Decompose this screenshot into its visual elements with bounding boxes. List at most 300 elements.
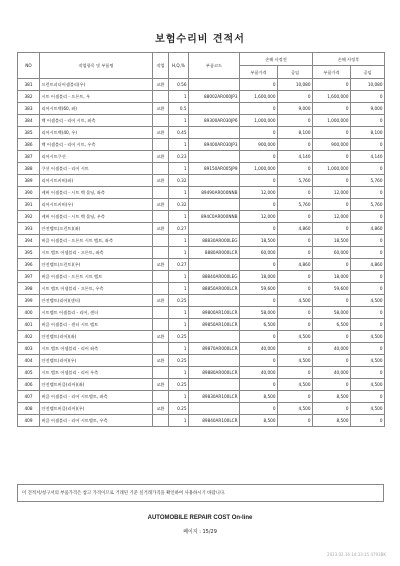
table-row [18,403,385,415]
row-labor-before: 4,500 [278,355,313,367]
row-labor-before: 0 [278,139,313,151]
row-item-name: 안전벨트버클(리어)(우) [40,403,153,415]
row-parts-price-after: 0 [313,199,351,211]
row-part-code [189,103,240,115]
row-no: 384 [18,115,40,127]
row-item-name: 케버 어셈블리 - 시트 백 몰딩, 좌측 [40,187,153,199]
header-hours: H,Q,% [169,53,189,79]
row-parts-price-before: 0 [240,379,278,391]
row-labor-before: 0 [278,319,313,331]
table-row [18,127,385,139]
row-parts-price-after: 60,000 [313,247,351,259]
row-labor-after: 0 [351,283,385,295]
table-row [18,115,385,127]
row-hours: 1 [169,115,189,127]
row-parts-price-after: 1,600,000 [313,91,351,103]
row-labor-after: 8,100 [351,127,385,139]
row-parts-price-before: 40,000 [240,343,278,355]
row-parts-price-after: 0 [313,295,351,307]
row-work [153,391,169,403]
row-parts-price-after: 0 [313,355,351,367]
row-hours: 1 [169,307,189,319]
row-parts-price-before: 0 [240,103,278,115]
row-labor-after: 0 [351,235,385,247]
row-parts-price-after: 0 [313,259,351,271]
row-hours: 1 [169,91,189,103]
row-labor-after: 0 [351,307,385,319]
row-parts-price-after: 0 [313,103,351,115]
row-parts-price-before: 0 [240,151,278,163]
row-parts-price-after: 58,000 [313,307,351,319]
row-no: 391 [18,199,40,211]
table-row [18,91,385,103]
row-parts-price-after: 8,500 [313,415,351,427]
row-parts-price-before: 8,500 [240,391,278,403]
row-parts-price-before: 0 [240,259,278,271]
row-item-name: 프런트피더어셈블리(우) [40,79,153,91]
row-item-name: 안전벨트(리어)(좌) [40,331,153,343]
row-labor-after: 0 [351,391,385,403]
row-item-name: 버클 어셈블리 - 프론트 시트 벨트 [40,271,153,283]
row-item-name: 안전벨트(프런트)(우) [40,259,153,271]
row-parts-price-before: 6,500 [240,319,278,331]
row-work: 교환 [153,295,169,307]
row-hours: 0.32 [169,175,189,187]
row-part-code [189,355,240,367]
row-item-name: 시트 벨트 어셈블리 - 프론트, 좌측 [40,247,153,259]
row-parts-price-before: 0 [240,79,278,91]
row-item-name: 시트 벨트 어셈블리 - 리어 우측 [40,367,153,379]
row-hours: 1 [169,187,189,199]
row-part-code: 88830AR000LEG [189,235,240,247]
row-labor-after: 0 [351,115,385,127]
header-group-before: 손해 사정전 [240,53,313,66]
row-hours: 1 [169,367,189,379]
row-labor-after: 0 [351,211,385,223]
row-part-code: 89870AR000LCR [189,343,240,355]
row-part-code: 88002AR000JP3 [189,91,240,103]
row-no: 402 [18,331,40,343]
row-no: 404 [18,355,40,367]
row-parts-price-after: 0 [313,151,351,163]
row-item-name: 시트 벨트 어셈블리 - 프론트, 우측 [40,283,153,295]
row-part-code [189,79,240,91]
timestamp-stamp: 2023.02.16 14:33:15 4793BK [327,552,386,557]
row-no: 385 [18,127,40,139]
row-work: 교환 [153,379,169,391]
table-row [18,175,385,187]
row-labor-after: 4,500 [351,331,385,343]
row-labor-after: 4,500 [351,379,385,391]
row-work [153,343,169,355]
row-hours: 0.5 [169,103,189,115]
row-work: 교환 [153,331,169,343]
row-parts-price-before: 12,000 [240,187,278,199]
row-labor-before: 9,000 [278,103,313,115]
row-item-name: 백 어셈블리 - 리어 시트, 우측 [40,139,153,151]
row-parts-price-after: 0 [313,127,351,139]
row-parts-price-before: 40,000 [240,367,278,379]
row-no: 398 [18,283,40,295]
row-parts-price-after: 59,600 [313,283,351,295]
table-row [18,415,385,427]
row-item-name: 리어시트커버(좌) [40,175,153,187]
table-row [18,151,385,163]
row-work [153,307,169,319]
header-parts-price-before: 부품가격 [240,66,278,79]
row-work: 교환 [153,199,169,211]
row-labor-before: 4,500 [278,403,313,415]
table-row [18,163,385,175]
row-no: 396 [18,259,40,271]
row-no: 386 [18,139,40,151]
row-labor-before: 0 [278,235,313,247]
row-labor-after: 0 [351,163,385,175]
row-no: 383 [18,103,40,115]
row-no: 400 [18,307,40,319]
header-group-after: 손해 사정후 [313,53,385,66]
row-labor-before: 0 [278,283,313,295]
row-work [153,187,169,199]
row-hours: 1 [169,343,189,355]
row-item-name: 안전벨트(리어)(센터) [40,295,153,307]
row-labor-after: 10,080 [351,79,385,91]
row-parts-price-before: 0 [240,331,278,343]
row-part-code [189,175,240,187]
row-hours: 0.45 [169,127,189,139]
row-hours: 1 [169,283,189,295]
row-work [153,91,169,103]
row-labor-before: 4,140 [278,151,313,163]
row-parts-price-before: 1,000,000 [240,163,278,175]
row-parts-price-before: 0 [240,223,278,235]
row-labor-before: 8,100 [278,127,313,139]
row-parts-price-after: 12,000 [313,211,351,223]
row-labor-before: 10,080 [278,79,313,91]
row-item-name: 버클 어셈블리 - 센터 시트 벨트 [40,319,153,331]
row-labor-after: 0 [351,139,385,151]
row-labor-after: 4,860 [351,223,385,235]
header-parts-price-after: 부품가격 [313,66,351,79]
table-row [18,199,385,211]
row-labor-before: 0 [278,343,313,355]
row-hours: 1 [169,415,189,427]
row-item-name: 안전벨트버클(리어)(좌) [40,379,153,391]
row-part-code: 88840AR000LEG [189,271,240,283]
row-part-code [189,259,240,271]
row-no: 408 [18,403,40,415]
row-labor-after: 5,760 [351,199,385,211]
row-work: 교환 [153,175,169,187]
row-labor-after: 0 [351,343,385,355]
row-labor-after: 4,860 [351,259,385,271]
estimate-table [17,52,385,427]
row-parts-price-before: 1,000,000 [240,115,278,127]
table-row [18,211,385,223]
row-parts-price-before: 0 [240,199,278,211]
row-labor-before: 0 [278,415,313,427]
row-no: 395 [18,247,40,259]
row-work [153,271,169,283]
row-hours: 0.25 [169,379,189,391]
row-hours: 0.25 [169,403,189,415]
table-row [18,79,385,91]
row-labor-before: 4,500 [278,331,313,343]
row-hours: 1 [169,211,189,223]
row-labor-after: 9,000 [351,103,385,115]
row-part-code: 89840AR100LCR [189,415,240,427]
row-parts-price-after: 8,500 [313,391,351,403]
row-work [153,415,169,427]
row-part-code: 89830AR100LCR [189,391,240,403]
row-part-code [189,379,240,391]
row-no: 405 [18,367,40,379]
header-item: 작업항목 및 부품명 [40,53,153,79]
row-work: 교환 [153,103,169,115]
row-part-code [189,127,240,139]
table-row [18,355,385,367]
row-work [153,211,169,223]
row-part-code [189,403,240,415]
table-row [18,187,385,199]
row-no: 406 [18,379,40,391]
row-parts-price-after: 900,000 [313,139,351,151]
row-no: 393 [18,223,40,235]
row-work: 교환 [153,355,169,367]
row-hours: 0.27 [169,223,189,235]
row-labor-before: 0 [278,391,313,403]
row-parts-price-after: 0 [313,175,351,187]
row-part-code: 89800AR100LCR [189,307,240,319]
row-parts-price-after: 0 [313,331,351,343]
row-labor-after: 0 [351,367,385,379]
row-labor-before: 0 [278,367,313,379]
row-item-name: 리어시트백(60, 좌) [40,103,153,115]
row-parts-price-after: 0 [313,223,351,235]
row-part-code: 89300AR030JP6 [189,115,240,127]
row-parts-price-before: 18,500 [240,235,278,247]
row-hours: 0.32 [169,199,189,211]
row-work [153,115,169,127]
row-labor-before: 0 [278,271,313,283]
row-labor-before: 4,500 [278,295,313,307]
row-part-code: 8880AR000LCR [189,247,240,259]
row-no: 403 [18,343,40,355]
page-number: 페이지 : 15/29 [183,529,217,535]
row-part-code: 89880AR000LCR [189,367,240,379]
row-labor-before: 0 [278,115,313,127]
row-work: 교환 [153,403,169,415]
row-item-name: 시트 벨트 어셈블리 - 리어 좌측 [40,343,153,355]
row-hours: 0.25 [169,295,189,307]
row-hours: 1 [169,271,189,283]
row-parts-price-before: 59,600 [240,283,278,295]
row-parts-price-before: 8,500 [240,415,278,427]
row-parts-price-before: 0 [240,355,278,367]
row-parts-price-after: 6,500 [313,319,351,331]
row-item-name: 리어시트쿠션 [40,151,153,163]
row-labor-before: 4,860 [278,259,313,271]
row-no: 387 [18,151,40,163]
row-labor-after: 0 [351,187,385,199]
row-part-code [189,295,240,307]
table-row [18,223,385,235]
row-item-name: 리어시트커버(우) [40,199,153,211]
row-no: 390 [18,187,40,199]
row-parts-price-before: 900,000 [240,139,278,151]
row-work [153,247,169,259]
price-notice: 이 견적서/청구서의 부품가격은 참고 가격이므로 거래된 기준 실거래가격을 확인하여 사용하시기 바랍니다. [17,484,384,502]
header-labor-before: 공임 [278,66,313,79]
row-labor-after: 4,500 [351,355,385,367]
row-part-code: 89150AR005JP9 [189,163,240,175]
row-work: 교환 [153,127,169,139]
row-work: 교환 [153,223,169,235]
row-parts-price-after: 40,000 [313,367,351,379]
row-item-name: 백 어셈블리 - 리어 시트, 좌측 [40,115,153,127]
row-labor-after: 0 [351,91,385,103]
row-work: 교환 [153,79,169,91]
row-labor-before: 0 [278,163,313,175]
row-no: 381 [18,79,40,91]
row-labor-after: 4,500 [351,403,385,415]
table-row [18,271,385,283]
row-work [153,283,169,295]
row-work [153,319,169,331]
row-labor-before: 4,860 [278,223,313,235]
table-row [18,103,385,115]
row-hours: 1 [169,139,189,151]
row-parts-price-after: 0 [313,79,351,91]
row-no: 389 [18,175,40,187]
row-parts-price-after: 0 [313,403,351,415]
row-labor-before: 0 [278,211,313,223]
row-hours: 1 [169,235,189,247]
row-hours: 1 [169,163,189,175]
row-part-code: 88850AR000LCR [189,283,240,295]
row-item-name: 시트벨트 어셈블리 - 리어, 센터 [40,307,153,319]
row-part-code [189,223,240,235]
table-row [18,259,385,271]
table-row [18,139,385,151]
row-labor-after: 4,500 [351,295,385,307]
row-labor-before: 0 [278,91,313,103]
row-parts-price-after: 12,000 [313,187,351,199]
row-no: 388 [18,163,40,175]
row-labor-after: 5,760 [351,175,385,187]
row-work [153,235,169,247]
row-labor-before: 5,760 [278,199,313,211]
table-row [18,295,385,307]
row-labor-after: 4,140 [351,151,385,163]
row-item-name: 버클 어셈블리 - 프론트 시트 벨트, 좌측 [40,235,153,247]
table-row [18,343,385,355]
row-parts-price-before: 18,000 [240,271,278,283]
row-labor-after: 0 [351,247,385,259]
row-parts-price-after: 18,500 [313,235,351,247]
row-hours: 0.56 [169,79,189,91]
page-title: 보험수리비 견적서 [155,34,245,45]
header-no: NO [18,53,40,79]
row-parts-price-after: 18,000 [313,271,351,283]
table-row [18,247,385,259]
row-no: 409 [18,415,40,427]
row-part-code [189,151,240,163]
header-work: 작업 [153,53,169,79]
row-part-code: 894C0AR000NNB [189,211,240,223]
row-part-code: 89490AR000NNB [189,187,240,199]
row-labor-before: 5,760 [278,175,313,187]
row-parts-price-before: 60,000 [240,247,278,259]
row-parts-price-after: 0 [313,379,351,391]
estimate-table-container [17,52,384,427]
row-labor-before: 0 [278,307,313,319]
row-item-name: 리어시트백(40, 우) [40,127,153,139]
row-part-code [189,331,240,343]
row-parts-price-after: 1,000,000 [313,163,351,175]
row-work [153,367,169,379]
row-no: 394 [18,235,40,247]
table-body [18,79,385,427]
row-parts-price-after: 1,000,000 [313,115,351,127]
table-row [18,307,385,319]
row-no: 397 [18,271,40,283]
row-no: 382 [18,91,40,103]
table-row [18,283,385,295]
row-work: 교환 [153,259,169,271]
row-work [153,139,169,151]
row-item-name: 안전벨트(프런트)(좌) [40,223,153,235]
row-hours: 0.27 [169,259,189,271]
row-work [153,163,169,175]
row-parts-price-before: 1,600,000 [240,91,278,103]
header-labor-after: 공임 [351,66,385,79]
table-row [18,235,385,247]
row-hours: 0.25 [169,355,189,367]
table-row [18,391,385,403]
row-hours: 0.23 [169,151,189,163]
row-item-name: 쿠션 어셈블리 - 리어 시트 [40,163,153,175]
row-labor-after: 0 [351,415,385,427]
row-hours: 1 [169,391,189,403]
row-labor-before: 0 [278,187,313,199]
row-part-code [189,199,240,211]
row-no: 392 [18,211,40,223]
row-no: 401 [18,319,40,331]
row-item-name: 시트 어셈블리 - 프론트, 우 [40,91,153,103]
row-item-name: 버클 어셈블리 - 리어 시트벨트, 좌측 [40,391,153,403]
row-parts-price-before: 58,000 [240,307,278,319]
row-parts-price-before: 0 [240,175,278,187]
row-part-code: 89850AR100LCR [189,319,240,331]
table-row [18,331,385,343]
table-row [18,367,385,379]
row-parts-price-after: 40,000 [313,343,351,355]
row-labor-after: 0 [351,319,385,331]
table-row [18,379,385,391]
table-row [18,319,385,331]
footer-title: AUTOMOBILE REPAIR COST On-line [147,515,253,521]
row-parts-price-before: 0 [240,403,278,415]
row-hours: 1 [169,319,189,331]
row-no: 399 [18,295,40,307]
row-hours: 1 [169,247,189,259]
row-item-name: 버클 어셈블리 - 리어 시트벨트, 우측 [40,415,153,427]
row-labor-before: 0 [278,247,313,259]
header-part-code: 부품코드 [189,53,240,79]
row-labor-after: 0 [351,271,385,283]
row-item-name: 케버 어셈블리 - 시트 백 몰딩, 우측 [40,211,153,223]
